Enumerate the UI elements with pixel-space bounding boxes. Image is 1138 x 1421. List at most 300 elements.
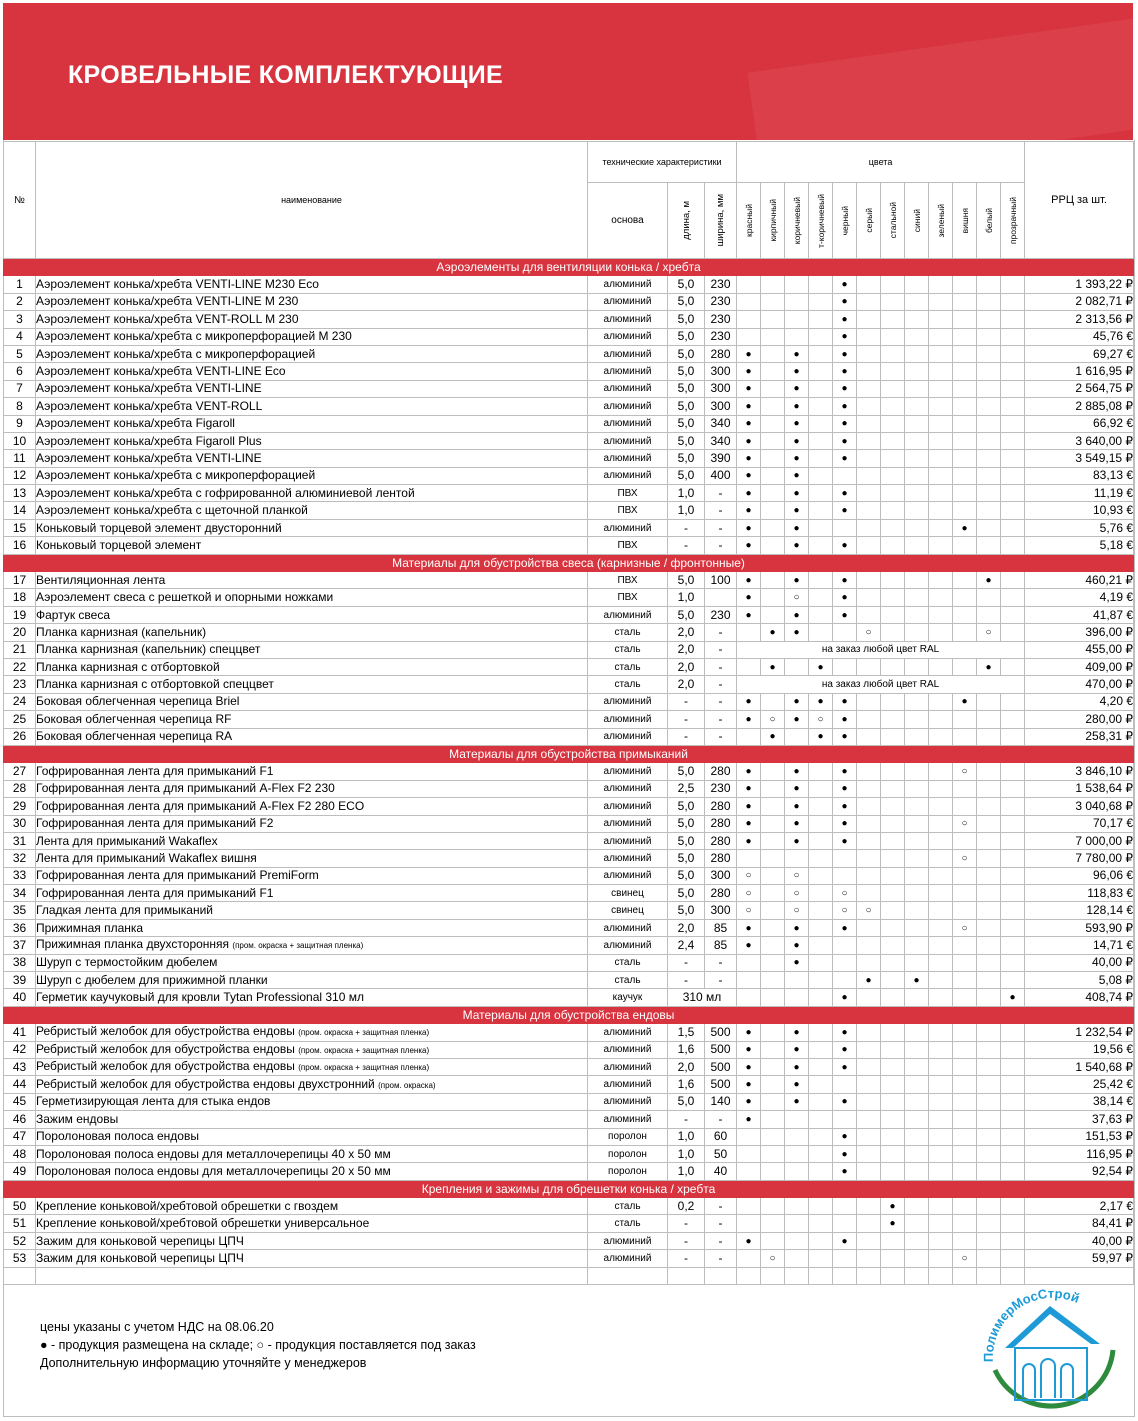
product-price: 5,76 € xyxy=(1025,519,1134,536)
table-row xyxy=(4,537,1134,554)
header-color-dbrown xyxy=(809,183,833,259)
product-name-text: Аэроэлемент конька/хребта VENT-ROLL xyxy=(36,398,263,413)
color-mark-black: ● xyxy=(833,450,857,467)
color-mark-green xyxy=(929,328,953,345)
product-price: 2 082,71 ₽ xyxy=(1025,293,1134,310)
color-mark-gray xyxy=(857,1093,881,1110)
product-name xyxy=(36,415,588,432)
color-mark-clear xyxy=(1001,1232,1025,1249)
color-mark-dbrown xyxy=(809,1198,833,1215)
color-mark-steel xyxy=(881,450,905,467)
color-mark-blue xyxy=(905,415,929,432)
color-mark-black: ● xyxy=(833,502,857,519)
product-price: 92,54 ₽ xyxy=(1025,1163,1134,1180)
row-number: 48 xyxy=(4,1145,36,1162)
color-mark-brown: ● xyxy=(785,363,809,380)
product-name-text: Гофрированная лента для примыканий A-Flex F2 280 ECO xyxy=(36,798,365,813)
color-mark-green xyxy=(929,972,953,989)
product-base: сталь xyxy=(588,1198,668,1215)
color-mark-dbrown xyxy=(809,1163,833,1180)
color-mark-white xyxy=(977,380,1001,397)
product-width: - xyxy=(705,537,737,554)
color-mark-clear xyxy=(1001,867,1025,884)
color-mark-brown: ● xyxy=(785,798,809,815)
color-mark-cherry xyxy=(953,589,977,606)
product-name xyxy=(36,502,588,519)
product-length: 5,0 xyxy=(668,345,705,362)
color-mark-brick xyxy=(761,1093,785,1110)
color-mark-white xyxy=(977,502,1001,519)
color-mark-green xyxy=(929,989,953,1006)
product-base: свинец xyxy=(588,902,668,919)
color-mark-clear xyxy=(1001,1163,1025,1180)
table-row xyxy=(4,1128,1134,1145)
product-name xyxy=(36,293,588,310)
color-mark-brick xyxy=(761,763,785,780)
product-name-text: Аэроэлемент конька/хребта с микроперфорацией xyxy=(36,346,316,361)
logo-arches xyxy=(1023,1359,1073,1398)
color-mark-dbrown xyxy=(809,328,833,345)
color-mark-steel xyxy=(881,902,905,919)
color-mark-cherry xyxy=(953,606,977,623)
product-name-note: (пром. окраска + защитная пленка) xyxy=(298,1063,430,1073)
product-name-text: Гофрированная лента для примыканий A-Flex F2 230 xyxy=(36,781,335,796)
color-mark-green xyxy=(929,485,953,502)
color-mark-steel xyxy=(881,311,905,328)
color-mark-green xyxy=(929,1111,953,1128)
color-mark-dbrown xyxy=(809,780,833,797)
color-mark-steel xyxy=(881,937,905,954)
color-mark-steel xyxy=(881,1145,905,1162)
product-name xyxy=(36,328,588,345)
color-mark-brick xyxy=(761,1215,785,1232)
product-name-text: Гофрированная лента для примыканий F2 xyxy=(36,816,274,831)
color-mark-green xyxy=(929,798,953,815)
table-row xyxy=(4,972,1134,989)
color-mark-brown: ● xyxy=(785,537,809,554)
product-name-text: Лента для примыканий Wakaflex xyxy=(36,833,218,848)
color-mark-green xyxy=(929,589,953,606)
color-mark-red: ● xyxy=(737,467,761,484)
row-number: 17 xyxy=(4,572,36,589)
color-mark-dbrown xyxy=(809,1093,833,1110)
product-width: - xyxy=(705,1232,737,1249)
color-mark-black: ● xyxy=(833,589,857,606)
product-width: 280 xyxy=(705,763,737,780)
color-mark-brick: ○ xyxy=(761,1250,785,1267)
color-mark-blue xyxy=(905,345,929,362)
product-length: 5,0 xyxy=(668,606,705,623)
color-mark-black xyxy=(833,850,857,867)
color-mark-green xyxy=(929,867,953,884)
color-mark-black: ● xyxy=(833,380,857,397)
color-mark-gray xyxy=(857,780,881,797)
color-mark-red: ● xyxy=(737,693,761,710)
color-mark-green xyxy=(929,1215,953,1232)
color-mark-clear xyxy=(1001,832,1025,849)
product-width: 85 xyxy=(705,937,737,954)
banner-decoration xyxy=(747,14,1133,140)
color-mark-gray xyxy=(857,519,881,536)
header-price: РРЦ за шт. xyxy=(1025,142,1134,259)
color-mark-steel xyxy=(881,1076,905,1093)
color-mark-white xyxy=(977,1232,1001,1249)
color-mark-dbrown xyxy=(809,850,833,867)
color-mark-gray xyxy=(857,1058,881,1075)
color-mark-white xyxy=(977,276,1001,293)
product-name-note: (пром. окраска + защитная пленка) xyxy=(298,1028,430,1038)
product-base: алюминий xyxy=(588,1024,668,1041)
product-base: алюминий xyxy=(588,380,668,397)
product-name-text: Крепление коньковой/хребтовой обрешетки универсальное xyxy=(36,1216,370,1231)
color-mark-green xyxy=(929,919,953,936)
color-mark-cherry xyxy=(953,432,977,449)
product-price: 455,00 ₽ xyxy=(1025,641,1134,658)
header-name: наименование xyxy=(36,142,588,259)
color-mark-clear xyxy=(1001,919,1025,936)
color-mark-brown: ● xyxy=(785,1024,809,1041)
product-price: 2,17 € xyxy=(1025,1198,1134,1215)
table-row xyxy=(4,676,1134,693)
color-mark-red: ● xyxy=(737,589,761,606)
product-name xyxy=(36,1076,588,1093)
color-mark-brick xyxy=(761,415,785,432)
color-mark-black: ● xyxy=(833,780,857,797)
row-number: 2 xyxy=(4,293,36,310)
header-length xyxy=(668,183,705,259)
header-color-brick xyxy=(761,183,785,259)
product-base: алюминий xyxy=(588,780,668,797)
product-width: 60 xyxy=(705,1128,737,1145)
color-mark-gray xyxy=(857,850,881,867)
row-number: 6 xyxy=(4,363,36,380)
product-name xyxy=(36,972,588,989)
product-price: 3 640,00 ₽ xyxy=(1025,432,1134,449)
header-color-steel xyxy=(881,183,905,259)
color-mark-white xyxy=(977,780,1001,797)
product-price: 4,20 € xyxy=(1025,693,1134,710)
product-width: 300 xyxy=(705,363,737,380)
color-mark-gray xyxy=(857,885,881,902)
color-mark-clear xyxy=(1001,798,1025,815)
color-mark-cherry xyxy=(953,780,977,797)
color-mark-brick xyxy=(761,1041,785,1058)
product-base: алюминий xyxy=(588,606,668,623)
product-width: - xyxy=(705,693,737,710)
color-mark-blue xyxy=(905,867,929,884)
color-mark-cherry xyxy=(953,1163,977,1180)
table-row xyxy=(4,1076,1134,1093)
color-mark-steel xyxy=(881,1232,905,1249)
product-base: алюминий xyxy=(588,728,668,745)
table-row xyxy=(4,606,1134,623)
product-price: 1 540,68 ₽ xyxy=(1025,1058,1134,1075)
color-mark-black xyxy=(833,867,857,884)
product-width: 280 xyxy=(705,345,737,362)
color-mark-brown: ● xyxy=(785,711,809,728)
color-mark-steel xyxy=(881,832,905,849)
product-name-text: Коньковый торцевой элемент двусторонний xyxy=(36,520,282,535)
section-header xyxy=(4,554,1134,571)
product-width: 280 xyxy=(705,815,737,832)
color-mark-black xyxy=(833,1215,857,1232)
color-mark-steel xyxy=(881,693,905,710)
product-length: - xyxy=(668,519,705,536)
row-number: 38 xyxy=(4,954,36,971)
color-mark-white xyxy=(977,798,1001,815)
color-mark-gray xyxy=(857,606,881,623)
product-name xyxy=(36,902,588,919)
color-mark-red: ● xyxy=(737,1232,761,1249)
color-mark-blue xyxy=(905,380,929,397)
product-base: сталь xyxy=(588,641,668,658)
color-mark-blue xyxy=(905,398,929,415)
color-mark-white xyxy=(977,537,1001,554)
product-name-text: Аэроэлемент свеса с решеткой и опорными ножками xyxy=(36,590,334,605)
product-length: 5,0 xyxy=(668,867,705,884)
product-base: алюминий xyxy=(588,363,668,380)
color-mark-blue xyxy=(905,450,929,467)
product-name-text: Герметизирующая лента для стыка ендов xyxy=(36,1094,271,1109)
product-name xyxy=(36,989,588,1006)
product-name-text: Аэроэлемент конька/хребта VENTI-LINE M230 Eco xyxy=(36,277,319,292)
product-length: 5,0 xyxy=(668,902,705,919)
product-width: 500 xyxy=(705,1076,737,1093)
product-length: 2,0 xyxy=(668,624,705,641)
row-number: 10 xyxy=(4,432,36,449)
color-mark-brown: ● xyxy=(785,519,809,536)
product-name-text: Поролоновая полоса ендовы для металлочерепицы 40 х 50 мм xyxy=(36,1146,391,1161)
color-mark-blue xyxy=(905,537,929,554)
table-row xyxy=(4,1232,1134,1249)
product-width: 340 xyxy=(705,432,737,449)
logo-roof xyxy=(1005,1306,1100,1348)
color-mark-white xyxy=(977,954,1001,971)
color-mark-steel xyxy=(881,519,905,536)
color-mark-brown: ● xyxy=(785,780,809,797)
product-price: 45,76 € xyxy=(1025,328,1134,345)
color-mark-black: ● xyxy=(833,989,857,1006)
color-mark-white xyxy=(977,728,1001,745)
spacer-cell xyxy=(668,1267,705,1284)
color-mark-black: ● xyxy=(833,1232,857,1249)
table-row xyxy=(4,1198,1134,1215)
product-length: 5,0 xyxy=(668,815,705,832)
color-mark-black: ● xyxy=(833,1093,857,1110)
table-row xyxy=(4,641,1134,658)
product-length: 5,0 xyxy=(668,850,705,867)
color-mark-clear xyxy=(1001,1058,1025,1075)
color-mark-red: ● xyxy=(737,780,761,797)
color-mark-steel xyxy=(881,1093,905,1110)
product-width: - xyxy=(705,1111,737,1128)
product-name-text: Планка карнизная с отбортовкой xyxy=(36,659,220,674)
product-length: 5,0 xyxy=(668,363,705,380)
color-mark-steel xyxy=(881,972,905,989)
color-mark-black: ● xyxy=(833,398,857,415)
header-color-label: зеленый xyxy=(935,203,946,238)
color-mark-red: ● xyxy=(737,832,761,849)
color-mark-gray: ○ xyxy=(857,902,881,919)
color-mark-green xyxy=(929,728,953,745)
color-mark-gray xyxy=(857,1232,881,1249)
product-price: 4,19 € xyxy=(1025,589,1134,606)
color-mark-clear xyxy=(1001,780,1025,797)
color-mark-gray xyxy=(857,293,881,310)
table-row xyxy=(4,902,1134,919)
product-width: 230 xyxy=(705,276,737,293)
color-mark-red xyxy=(737,972,761,989)
color-mark-dbrown xyxy=(809,624,833,641)
product-width: 280 xyxy=(705,832,737,849)
color-mark-brick: ● xyxy=(761,728,785,745)
color-mark-green xyxy=(929,937,953,954)
color-mark-red: ● xyxy=(737,398,761,415)
color-mark-clear xyxy=(1001,1215,1025,1232)
product-price: 2 885,08 ₽ xyxy=(1025,398,1134,415)
color-mark-black: ● xyxy=(833,815,857,832)
product-name xyxy=(36,954,588,971)
product-base: алюминий xyxy=(588,1076,668,1093)
color-mark-green xyxy=(929,763,953,780)
color-mark-gray xyxy=(857,1250,881,1267)
color-mark-cherry xyxy=(953,537,977,554)
product-name-text: Прижимная планка xyxy=(36,920,144,935)
color-mark-white xyxy=(977,485,1001,502)
product-name-text: Гофрированная лента для примыканий F1 xyxy=(36,764,274,779)
color-mark-clear xyxy=(1001,380,1025,397)
color-mark-cherry xyxy=(953,467,977,484)
row-number: 27 xyxy=(4,763,36,780)
color-mark-red: ● xyxy=(737,815,761,832)
color-mark-clear xyxy=(1001,711,1025,728)
product-name-text: Фартук свеса xyxy=(36,607,111,622)
header-num: № xyxy=(4,142,36,259)
color-mark-blue xyxy=(905,276,929,293)
product-length: 5,0 xyxy=(668,832,705,849)
product-length: 1,0 xyxy=(668,1128,705,1145)
color-mark-clear xyxy=(1001,345,1025,362)
header-color-label: серый xyxy=(863,208,874,233)
color-mark-steel xyxy=(881,763,905,780)
color-mark-black: ● xyxy=(833,345,857,362)
color-mark-green xyxy=(929,311,953,328)
product-name-text: Боковая облегченная черепица RA xyxy=(36,729,233,744)
color-mark-green xyxy=(929,885,953,902)
color-mark-red xyxy=(737,276,761,293)
color-mark-steel xyxy=(881,1111,905,1128)
header-width-label: ширина, мм xyxy=(715,194,727,247)
product-name-text: Вентиляционная лента xyxy=(36,572,166,587)
color-mark-cherry xyxy=(953,1024,977,1041)
product-base: поролон xyxy=(588,1145,668,1162)
row-number: 29 xyxy=(4,798,36,815)
color-mark-clear xyxy=(1001,1198,1025,1215)
color-mark-steel xyxy=(881,1024,905,1041)
color-mark-cherry xyxy=(953,1232,977,1249)
color-mark-white xyxy=(977,832,1001,849)
color-mark-brown: ● xyxy=(785,1041,809,1058)
table-row xyxy=(4,589,1134,606)
table-row xyxy=(4,728,1134,745)
color-mark-dbrown xyxy=(809,293,833,310)
product-base: алюминий xyxy=(588,1058,668,1075)
color-mark-brick: ● xyxy=(761,658,785,675)
header-color-label: кирпичный xyxy=(767,199,778,242)
product-name-text: Крепление коньковой/хребтовой обрешетки с гвоздем xyxy=(36,1198,339,1213)
color-mark-white xyxy=(977,1250,1001,1267)
product-name-text: Аэроэлемент конька/хребта Figaroll Plus xyxy=(36,433,262,448)
color-mark-steel xyxy=(881,658,905,675)
color-mark-steel xyxy=(881,850,905,867)
color-mark-blue xyxy=(905,1128,929,1145)
color-mark-gray xyxy=(857,589,881,606)
color-mark-brown: ● xyxy=(785,763,809,780)
color-mark-black: ○ xyxy=(833,902,857,919)
table-row xyxy=(4,519,1134,536)
color-mark-brick xyxy=(761,380,785,397)
color-mark-gray xyxy=(857,954,881,971)
color-mark-blue xyxy=(905,432,929,449)
color-mark-brick xyxy=(761,1198,785,1215)
color-mark-gray xyxy=(857,1111,881,1128)
color-mark-cherry xyxy=(953,345,977,362)
section-header xyxy=(4,1180,1134,1197)
header-color-label: коричневый xyxy=(791,196,802,245)
header-color-label: т-коричневый xyxy=(815,193,826,248)
row-number: 40 xyxy=(4,989,36,1006)
header-banner xyxy=(3,3,1133,140)
color-mark-gray xyxy=(857,728,881,745)
color-mark-red xyxy=(737,989,761,1006)
spacer-cell xyxy=(705,1267,737,1284)
color-mark-blue xyxy=(905,815,929,832)
color-mark-green xyxy=(929,850,953,867)
color-mark-green xyxy=(929,398,953,415)
section-header xyxy=(4,745,1134,762)
color-mark-gray xyxy=(857,693,881,710)
product-name-text: Ребристый желобок для обустройства ендовы двухстронний xyxy=(36,1076,375,1091)
row-number: 11 xyxy=(4,450,36,467)
row-number: 8 xyxy=(4,398,36,415)
footer-info: Дополнительную информацию уточняйте у менеджеров xyxy=(40,1356,367,1370)
color-mark-dbrown xyxy=(809,919,833,936)
color-mark-green xyxy=(929,572,953,589)
color-mark-brick xyxy=(761,589,785,606)
product-length: 5,0 xyxy=(668,311,705,328)
color-mark-gray xyxy=(857,537,881,554)
product-price: 3 549,15 ₽ xyxy=(1025,450,1134,467)
color-mark-clear xyxy=(1001,624,1025,641)
color-mark-brown: ● xyxy=(785,1076,809,1093)
product-name-text: Аэроэлемент конька/хребта VENTI-LINE xyxy=(36,450,262,465)
color-mark-gray xyxy=(857,328,881,345)
product-base: алюминий xyxy=(588,398,668,415)
header-color-green xyxy=(929,183,953,259)
color-mark-red xyxy=(737,1128,761,1145)
color-mark-red: ○ xyxy=(737,902,761,919)
color-mark-red: ● xyxy=(737,519,761,536)
color-mark-white xyxy=(977,815,1001,832)
color-mark-red: ● xyxy=(737,1093,761,1110)
row-number: 36 xyxy=(4,919,36,936)
product-price: 37,63 ₽ xyxy=(1025,1111,1134,1128)
product-price: 70,17 € xyxy=(1025,815,1134,832)
color-mark-black: ● xyxy=(833,293,857,310)
color-mark-blue xyxy=(905,624,929,641)
row-number: 20 xyxy=(4,624,36,641)
product-width: 40 xyxy=(705,1163,737,1180)
